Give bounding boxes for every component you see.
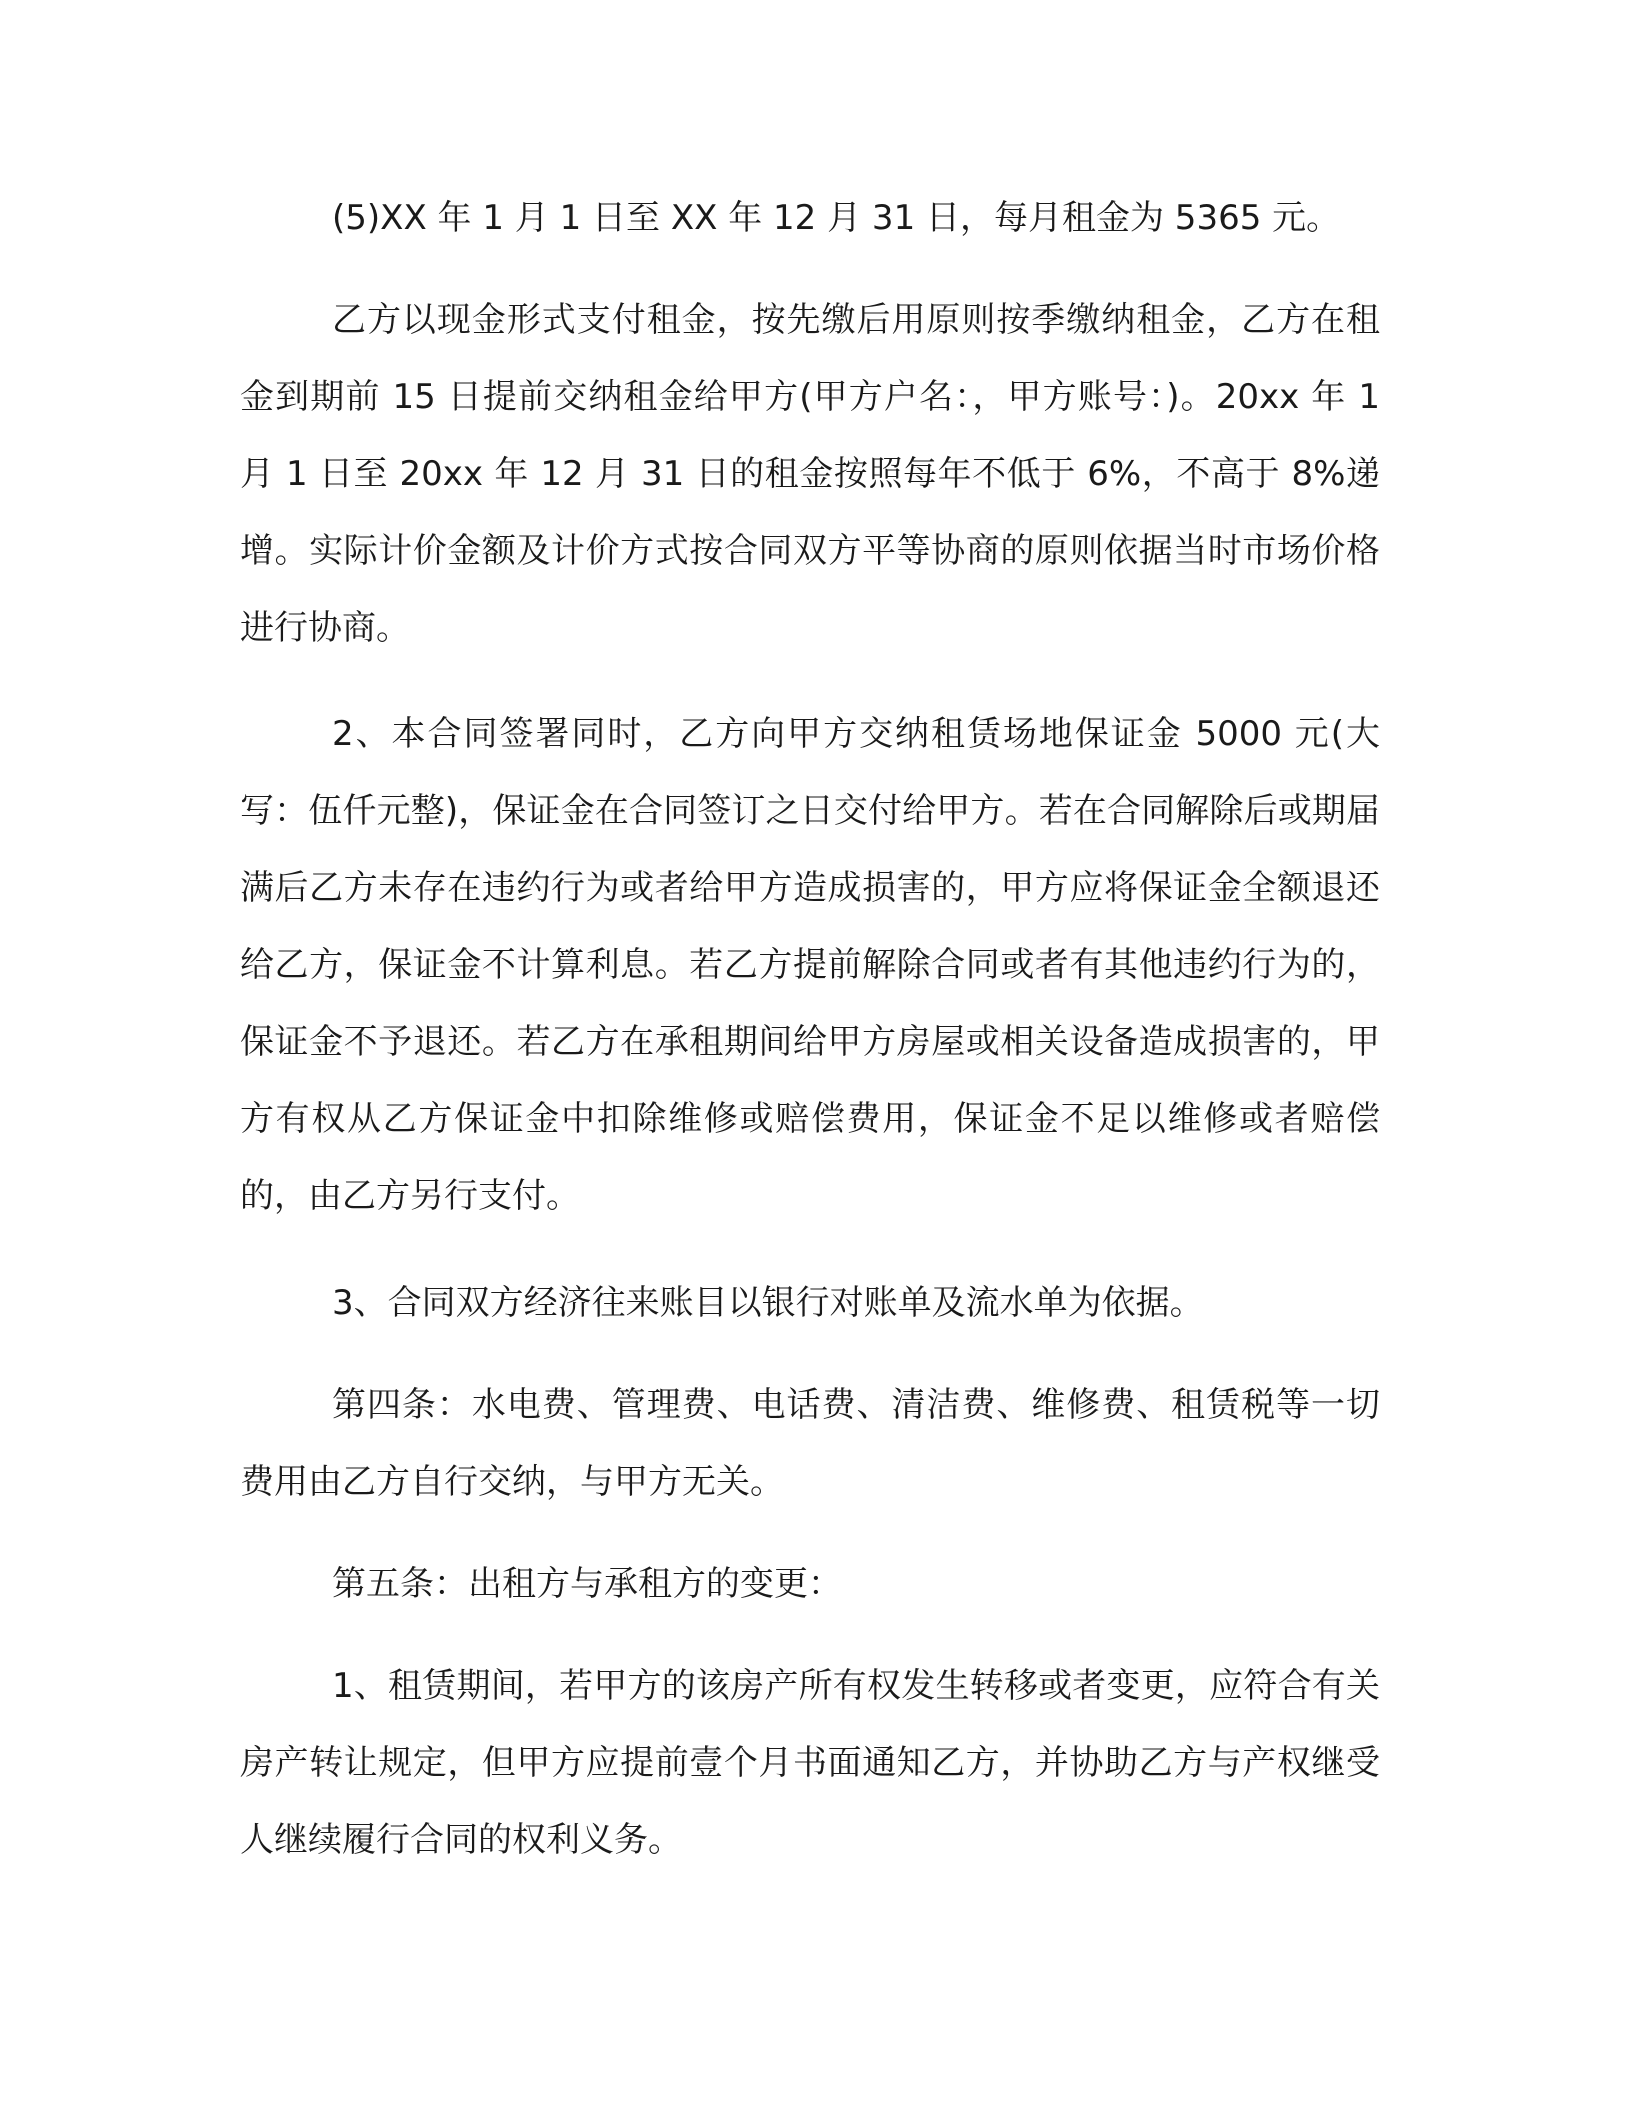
paragraph-deposit: 2、本合同签署同时，乙方向甲方交纳租赁场地保证金 5000 元(大写：伍仟元整)，保证金在合同签订之日交付给甲方。若在合同解除后或期届满后乙方未存在违约行为或者给甲方造成损害的，甲方应将保证金全额退还给乙方，保证金不计算利息。若乙方提前解除合同或者有其他违约行为的，保证金不予退还。若乙方在承租期间给甲方房屋或相关设备造成损害的，甲方有权从乙方保证金中扣除维修或赔偿费用，保证金不足以维修或者赔偿的，由乙方另行支付。 (240, 714, 1380, 1216)
paragraph-article-5-item-1: 1、租赁期间，若甲方的该房产所有权发生转移或者变更，应符合有关房产转让规定，但甲方应提前壹个月书面通知乙方，并协助乙方与产权继受人继续履行合同的权利义务。 (240, 1666, 1380, 1860)
paragraph-rent-period-5: (5)XX 年 1 月 1 日至 XX 年 12 月 31 日，每月租金为 5365 元。 (332, 198, 1341, 238)
paragraph-rent-payment: 乙方以现金形式支付租金，按先缴后用原则按季缴纳租金，乙方在租金到期前 15 日提前交纳租金给甲方(甲方户名：，甲方账号：)。20xx 年 1 月 1 日至 20xx 年 12 月 31 日的租金按照每年不低于 6%，不高于 8%递增。实际计价金额及计价方式按合同双方平等协商的原则依据当时市场价格进行协商。 (240, 300, 1380, 648)
paragraph-article-4: 第四条：水电费、管理费、电话费、清洁费、维修费、租赁税等一切费用由乙方自行交纳，与甲方无关。 (240, 1385, 1380, 1502)
paragraph-article-5-heading: 第五条：出租方与承租方的变更： (332, 1564, 842, 1604)
paragraph-accounts: 3、合同双方经济往来账目以银行对账单及流水单为依据。 (332, 1283, 1204, 1323)
